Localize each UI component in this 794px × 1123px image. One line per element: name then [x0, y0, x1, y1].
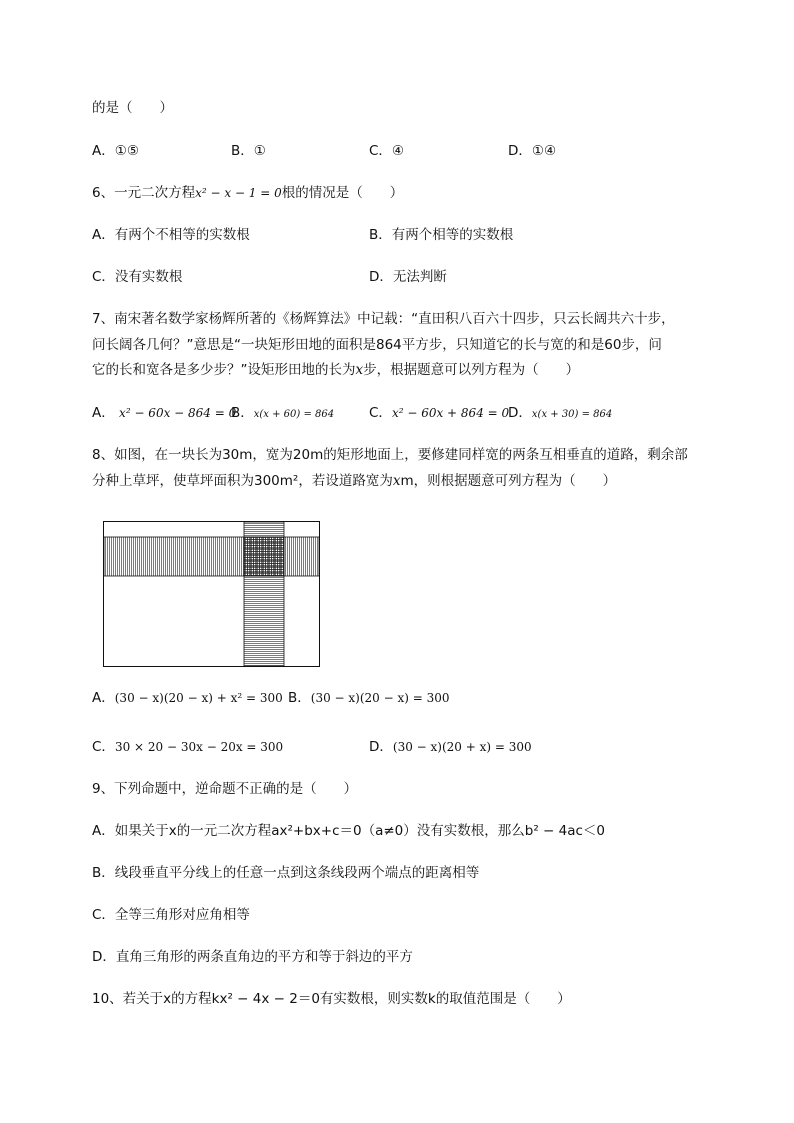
q7-option-c-label: C．	[369, 405, 392, 421]
q7-option-a-label: A．	[92, 405, 115, 421]
q9-option-b: B．线段垂直平分线上的任意一点到这条线段两个端点的距离相等	[92, 865, 480, 881]
q7-line2: 问长阔各几何？”意思是“一块矩形田地的面积是864平方步，只知道它的长与宽的和是60步，问	[92, 337, 662, 353]
q5-option-a: A．①⑤	[92, 143, 139, 159]
q6-option-c: C．没有实数根	[92, 269, 183, 285]
q7-variable: x	[355, 362, 364, 378]
q5-option-c: C．④	[369, 143, 405, 159]
q8-option-c	[92, 738, 283, 756]
q9-stem: 9、下列命题中，逆命题不正确的是（ ）	[92, 781, 358, 797]
q8-line2	[92, 472, 616, 490]
q7-option-c	[369, 404, 509, 422]
q8-option-a-label: A．	[92, 690, 115, 706]
q7-option-a	[92, 404, 236, 422]
q7-option-c-math: x² − 60x + 864 = 0	[391, 406, 510, 420]
q8-line2-b: m，则根据题意可列方程为（ ）	[400, 473, 617, 489]
q10-stem: 10、若关于x的方程kx² − 4x − 2＝0有实数根，则实数k的取值范围是（ ）	[92, 991, 571, 1007]
q8-option-d-math: (30 − x)(20 + x) = 300	[392, 740, 532, 754]
q7-option-b	[231, 404, 334, 424]
q8-option-a-math: (30 − x)(20 − x) + x² = 300	[114, 691, 283, 705]
q9-option-c: C．全等三角形对应角相等	[92, 907, 250, 923]
q8-option-c-math: 30 × 20 − 30x − 20x = 300	[114, 740, 284, 754]
q5-tail: 的是（ ）	[92, 100, 173, 116]
q8-option-d	[369, 738, 532, 756]
q9-option-a: A．如果关于x的一元二次方程ax²+bx+c＝0（a≠0）没有实数根，那么b² − 4ac＜0	[92, 823, 606, 839]
q7-line3	[92, 361, 579, 379]
q9-option-d: D．直角三角形的两条直角边的平方和等于斜边的平方	[92, 949, 413, 965]
horizontal-road	[104, 537, 319, 576]
q8-option-a	[92, 689, 283, 707]
q6-option-d: D．无法判断	[369, 269, 447, 285]
q5-option-d: D．①④	[508, 143, 557, 159]
road-intersection	[244, 537, 284, 576]
q6-option-a: A．有两个不相等的实数根	[92, 227, 250, 243]
q8-line1: 8、如图，在一块长为30m，宽为20m的矩形地面上，要修建同样宽的两条互相垂直的道路，剩余部	[92, 447, 688, 463]
q7-option-a-math: x² − 60x − 864 = 0	[119, 406, 237, 420]
q7-option-d-math: x(x + 30) = 864	[531, 409, 613, 420]
q5-option-b: B．①	[231, 143, 266, 159]
q8-option-d-label: D．	[369, 739, 393, 755]
q7-line3-a: 它的长和宽各是多少步？”设矩形田地的长为	[92, 362, 356, 378]
q6-equation: x² − x − 1 = 0	[195, 186, 282, 200]
q6-suffix: 根的情况是（ ）	[281, 185, 404, 201]
q8-option-b-label: B．	[288, 690, 311, 706]
q6-stem	[92, 184, 403, 202]
q8-line2-a: 分种上草坪，使草坪面积为300m²，若设道路宽为	[92, 473, 393, 489]
q7-option-d	[508, 404, 612, 424]
q8-variable: x	[392, 473, 401, 489]
q7-option-b-label: B．	[231, 405, 254, 421]
q8-option-b-math: (30 − x)(20 − x) = 300	[310, 691, 450, 705]
q8-option-c-label: C．	[92, 739, 115, 755]
q7-line3-b: 步，根据题意可以列方程为（ ）	[363, 362, 580, 378]
q6-prefix: 6、一元二次方程	[92, 185, 196, 201]
q6-option-b: B．有两个相等的实数根	[369, 227, 514, 243]
field-diagram	[103, 521, 321, 668]
q7-option-b-math: x(x + 60) = 864	[253, 409, 335, 420]
q7-line1: 7、南宋著名数学家杨辉所著的《杨辉算法》中记载：“直田积八百六十四步，只云长阔共六十步，	[92, 311, 675, 327]
q7-option-d-label: D．	[508, 405, 532, 421]
q8-option-b	[288, 689, 450, 707]
